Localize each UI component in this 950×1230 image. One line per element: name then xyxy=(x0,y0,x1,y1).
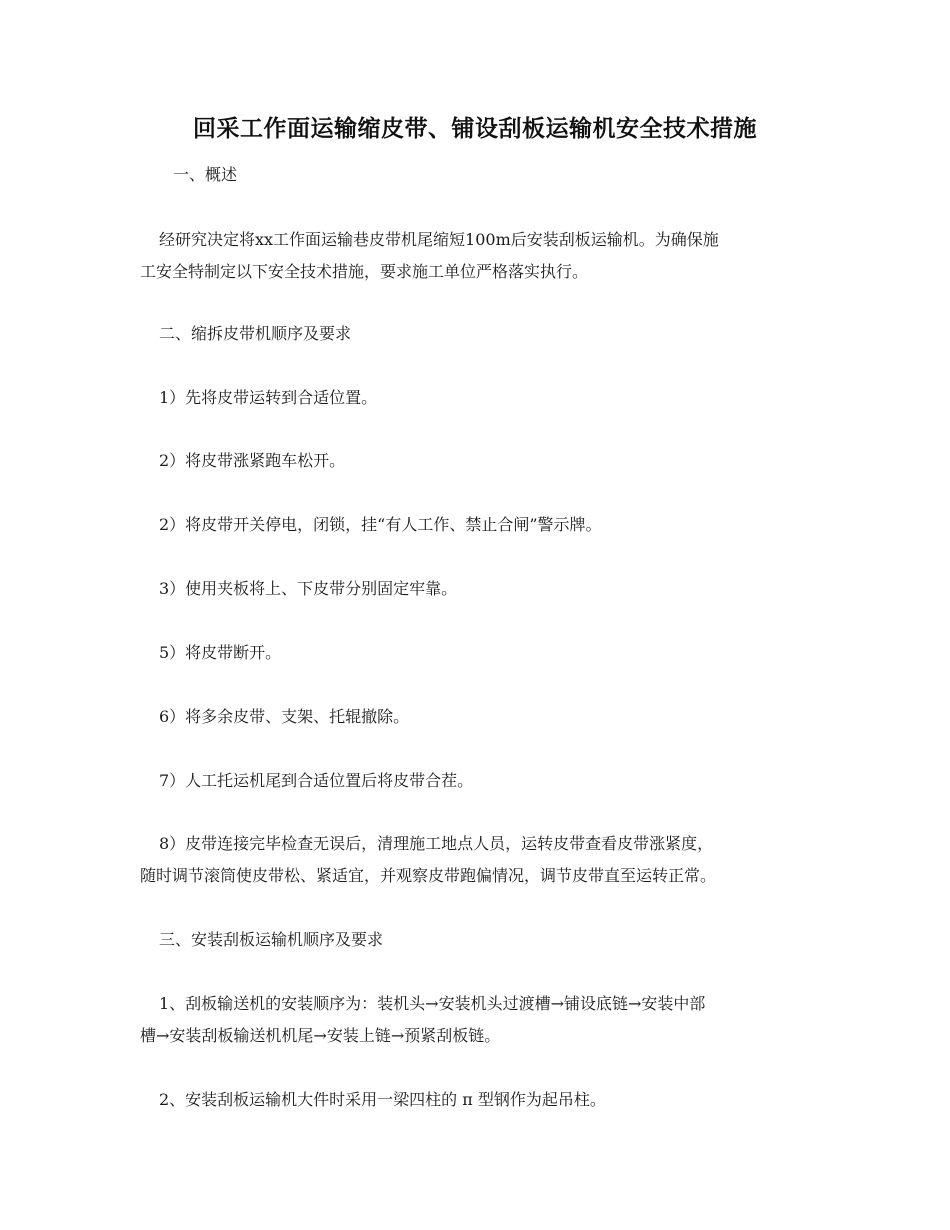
belt-step-item: 6）将多余皮带、支架、托辊撤除。 xyxy=(159,707,410,726)
install-step-1-line-1: 1、刮板输送机的安装顺序为：装机头→安装机头过渡槽→铺设底链→安装中部 xyxy=(159,994,706,1013)
section-heading-belt-removal: 二、缩拆皮带机顺序及要求 xyxy=(159,324,352,343)
section-heading-conveyor-install: 三、安装刮板运输机顺序及要求 xyxy=(159,930,384,949)
belt-step-item: 7）人工托运机尾到合适位置后将皮带合茬。 xyxy=(159,771,474,790)
section-heading-overview: 一、概述 xyxy=(173,165,238,184)
belt-step-item: 2）将皮带开关停电，闭锁，挂“有人工作、禁止合闸”警示牌。 xyxy=(159,515,602,534)
belt-step-item: 2）将皮带涨紧跑车松开。 xyxy=(159,451,346,470)
install-step-1-line-2: 槽→安装刮板输送机机尾→安装上链→预紧刮板链。 xyxy=(140,1026,501,1045)
belt-step-8-line-2: 随时调节滚筒使皮带松、紧适宜，并观察皮带跑偏情况，调节皮带直至运转正常。 xyxy=(140,866,717,885)
belt-step-item: 5）将皮带断开。 xyxy=(159,643,282,662)
overview-paragraph-line-1: 经研究决定将xx工作面运输巷皮带机尾缩短100m后安装刮板运输机。为确保施 xyxy=(159,230,719,249)
overview-paragraph-line-2: 工安全特制定以下安全技术措施，要求施工单位严格落实执行。 xyxy=(140,262,589,281)
belt-step-item: 1）先将皮带运转到合适位置。 xyxy=(159,388,378,407)
belt-step-item: 3）使用夹板将上、下皮带分别固定牢靠。 xyxy=(159,579,458,598)
belt-step-8-line-1: 8）皮带连接完毕检查无误后，清理施工地点人员，运转皮带查看皮带涨紧度， xyxy=(159,834,714,853)
document-title: 回采工作面运输缩皮带、铺设刮板运输机安全技术措施 xyxy=(193,115,757,142)
install-step-2-line-1: 2、安装刮板运输机大件时采用一梁四柱的 π 型钢作为起吊柱。 xyxy=(159,1090,606,1109)
